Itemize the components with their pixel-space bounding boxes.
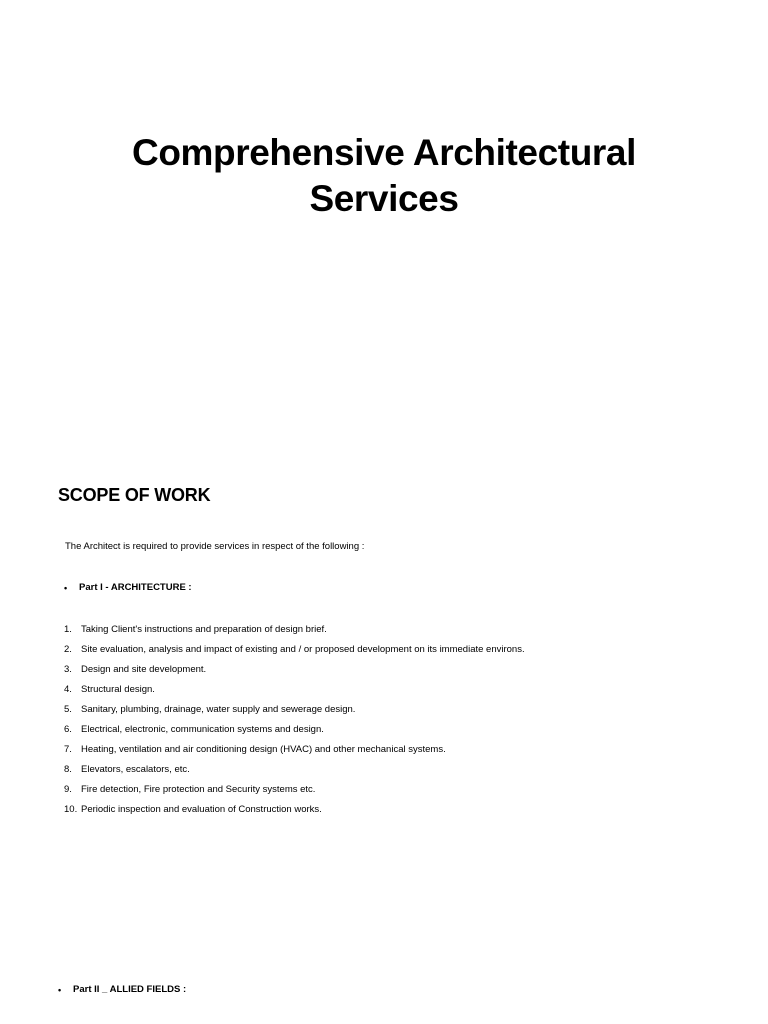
part1-label: Part I - ARCHITECTURE : [79,582,192,593]
item-number: 6. [64,724,72,735]
item-text: Heating, ventilation and air conditioning design (HVAC) and other mechanical systems. [81,744,446,755]
intro-text: The Architect is required to provide services in respect of the following : [65,541,365,552]
part2-label: Part II _ ALLIED FIELDS : [73,984,187,995]
scope-heading: SCOPE OF WORK [58,485,211,505]
item-text: Periodic inspection and evaluation of Construction works. [81,804,322,815]
list-item [64,623,525,643]
item-number: 7. [64,744,72,755]
item-text: Elevators, escalators, etc. [81,764,190,775]
bullet-icon: • [64,582,68,593]
item-text: Electrical, electronic, communication systems and design. [81,724,324,735]
item-text: Sanitary, plumbing, drainage, water supply and sewerage design. [81,704,356,715]
list-item [64,723,525,743]
list-item [64,743,525,763]
list-item [64,803,525,823]
item-number: 9. [64,784,72,795]
part2-heading [58,984,186,995]
item-number: 3. [64,664,72,675]
item-text: Taking Client's instructions and preparation of design brief. [81,624,327,635]
item-number: 5. [64,704,72,715]
item-number: 4. [64,684,72,695]
item-number: 2. [64,644,72,655]
document-title [0,130,768,222]
item-text: Site evaluation, analysis and impact of existing and / or proposed development on its immediate environs. [81,644,525,655]
document-title-line-1: Comprehensive Architectural [132,132,636,173]
part1-heading [64,582,192,593]
list-item [64,783,525,803]
scope-item-list [64,623,525,823]
item-text: Design and site development. [81,664,207,675]
bullet-icon: • [58,984,62,995]
list-item [64,663,525,683]
list-item [64,703,525,723]
item-text: Fire detection, Fire protection and Security systems etc. [81,784,316,795]
document-title-line-2: Services [309,178,459,219]
list-item [64,683,525,703]
list-item [64,643,525,663]
item-number: 1. [64,624,72,635]
item-number: 8. [64,764,72,775]
item-number: 10. [64,804,78,815]
list-item [64,763,525,783]
item-text: Structural design. [81,684,155,695]
